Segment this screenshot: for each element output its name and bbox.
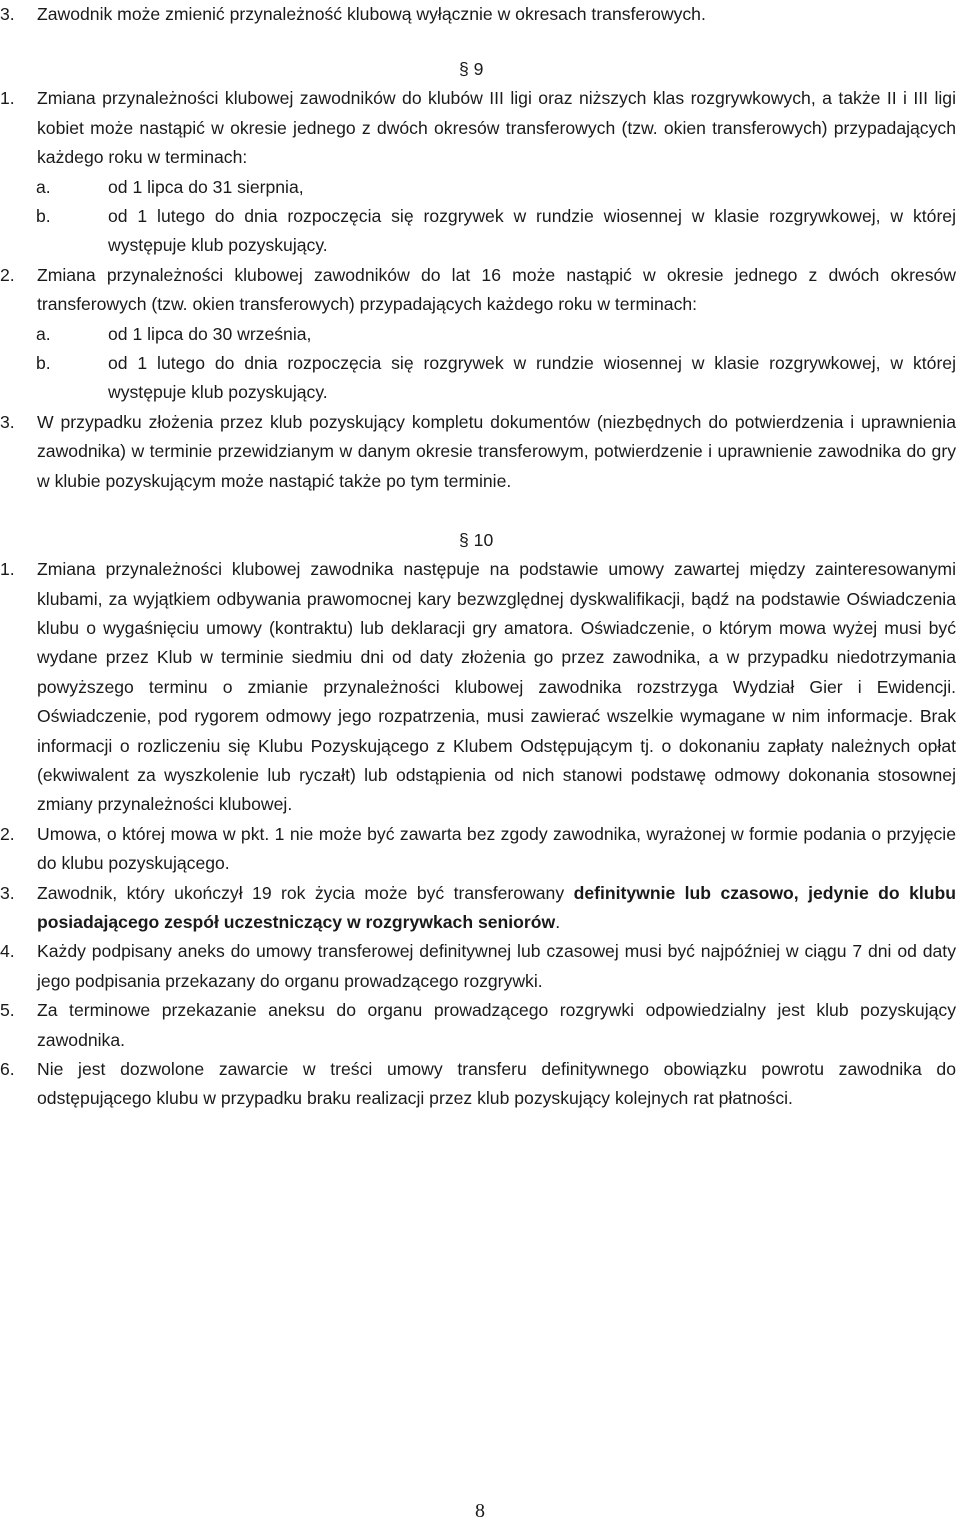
paragraph-text: Każdy podpisany aneks do umowy transferowej definitywnej lub czasowej musi być najpóźniej w ciągu 7 dni od daty jego podpisania przekazany do organu prowadzącego rozgrywki. [37,941,956,991]
item-number: 2. [0,823,15,844]
paragraph-text: W przypadku złożenia przez klub pozyskujący kompletu dokumentów (niezbędnych do potwierdzenia i uprawnienia zawodnika) w terminie przewidzianym w danym okresie transferowym, potwierdzenie i uprawnienie zawodnika do gry w klubie pozyskującym może nastąpić także po tym terminie. [37,411,956,491]
sec10-paragraph-3 [0,879,960,938]
paragraph-text: Za terminowe przekazanie aneksu do organu prowadzącego rozgrywki odpowiedzialny jest klub pozyskujący zawodnika. [37,1000,956,1050]
sec10-paragraph-1 [0,555,960,820]
sec9-point-2b [36,349,960,408]
sec10-paragraph-4 [0,937,960,996]
paragraph-text: od 1 lipca do 30 września, [108,323,312,344]
sec10-paragraph-6 [0,1055,960,1114]
paragraph-text: Zawodnik może zmienić przynależność klubową wyłącznie w okresach transferowych. [37,4,706,24]
sec9-paragraph-2 [0,261,960,320]
item-number: 4. [0,941,15,962]
item-number: 3. [0,4,15,24]
bold-text: definitywnie lub czasowo, jedynie do klubu posiadającego zespół uczestniczący w rozgrywkach seniorów [37,882,956,932]
sec9-paragraph-1 [0,84,960,172]
paragraph-text: Zmiana przynależności klubowej zawodnika następuje na podstawie umowy zawartej między zainteresowanymi klubami, za wyjątkiem odbywania prawomocnej kary bezwzględnej dyskwalifikacji, bądź na podstawie Oświadczenia klubu o wygaśnięciu umowy (kontraktu) lub deklaracji gry amatora. Oświadczenie, o którym mowa wyżej musi być wydane przez Klub w terminie siedmiu dni od daty złożenia go przez zawodnika, a w przypadku niedotrzymania powyższego terminu o zmianie przynależności klubowej zawodnika rozstrzyga Wydział Gier i Ewidencji. Oświadczenie, pod rygorem odmowy jego rozpatrzenia, musi zawierać wszelkie wymagane w nim informacje. Brak informacji o rozliczeniu się Klubu Pozyskującego z Klubem Odstępującym tj. o dokonaniu zapłaty należnych opłat (ekwiwalent za wyszkolenie lub ryczałt) lub odstąpienia od nich stanowi podstawę odmowy dokonania stosownej zmiany przynależności klubowej. [37,559,956,815]
sec10-paragraph-2 [0,820,960,879]
sec9-point-1b [36,202,960,261]
item-number: 2. [0,264,15,285]
sub-letter: b. [36,206,51,227]
sub-letter: a. [36,176,51,197]
sec9-point-2a [36,320,960,349]
intro-paragraph [0,0,960,29]
item-number: 3. [0,411,15,432]
page-number: 8 [475,1500,485,1522]
sub-letter: b. [36,353,51,374]
paragraph-text: Umowa, o której mowa w pkt. 1 nie może być zawarta bez zgody zawodnika, wyrażonej w formie podania o przyjęcie do klubu pozyskującego. [37,823,956,874]
paragraph-text: Nie jest dozwolone zawarcie w treści umowy transferu definitywnego obowiązku powrotu zawodnika do odstępującego klubu w przypadku braku realizacji przez klub pozyskujący kolejnych rat płatności. [37,1059,956,1109]
section-heading-9: § 9 [459,59,484,80]
item-number: 5. [0,1000,15,1021]
section-heading-10: § 10 [459,530,494,551]
paragraph-text: od 1 lipca do 31 sierpnia, [108,176,304,197]
item-number: 3. [0,882,15,903]
item-number: 6. [0,1059,15,1079]
paragraph-text: Zmiana przynależności klubowej zawodników do klubów III ligi oraz niższych klas rozgrywkowych, a także II i III ligi kobiet może nastąpić w okresie jednego z dwóch okresów transferowych (tzw. okien transferowych) przypadających każdego roku w terminach: [37,88,956,168]
item-number: 1. [0,88,15,109]
sec10-paragraph-5 [0,996,960,1055]
paragraph-text: Zawodnik, który ukończył 19 rok życia może być transferowany [37,882,574,903]
item-number: 1. [0,559,15,580]
sec9-point-1a [36,173,960,202]
sec9-paragraph-3 [0,408,960,496]
paragraph-text-end: . [555,911,561,932]
sub-letter: a. [36,323,51,344]
paragraph-text: od 1 lutego do dnia rozpoczęcia się rozgrywek w rundzie wiosennej w klasie rozgrywkowej, w której występuje klub pozyskujący. [108,206,956,256]
paragraph-text: od 1 lutego do dnia rozpoczęcia się rozgrywek w rundzie wiosennej w klasie rozgrywkowej, w której występuje klub pozyskujący. [108,353,956,403]
paragraph-text: Zmiana przynależności klubowej zawodników do lat 16 może nastąpić w okresie jednego z dwóch okresów transferowych (tzw. okien transferowych) przypadających każdego roku w terminach: [37,264,956,315]
